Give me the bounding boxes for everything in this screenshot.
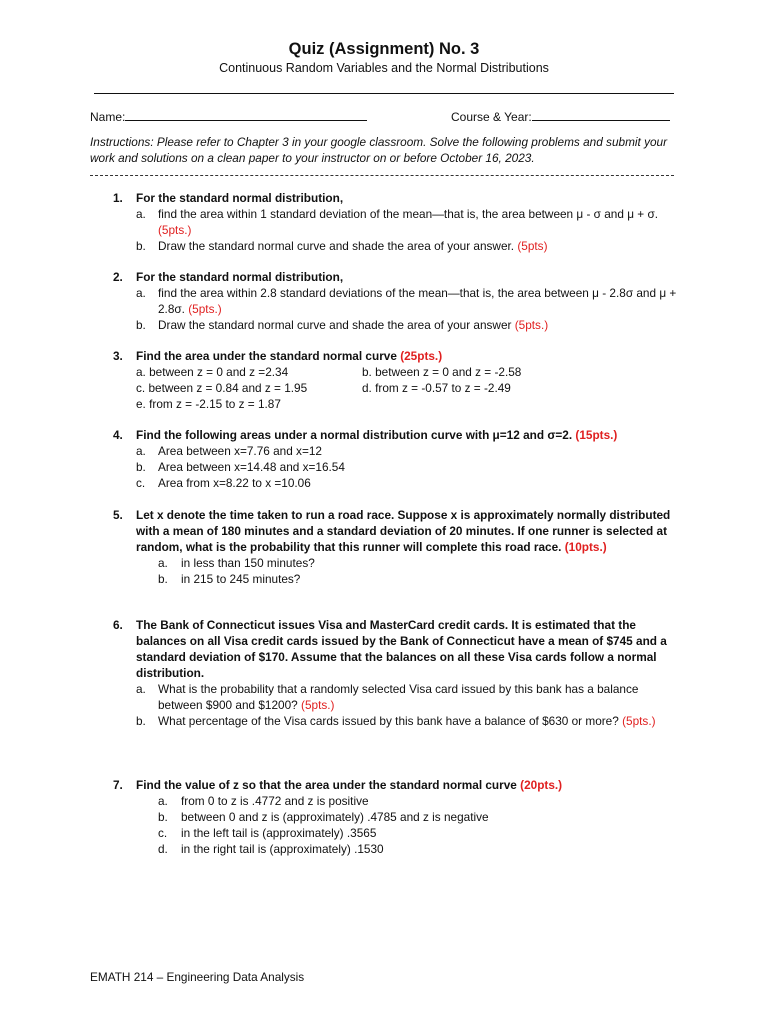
question-3 — [113, 348, 683, 412]
sub-item — [158, 841, 683, 857]
sub-item-label: a. — [136, 286, 146, 300]
sub-item — [136, 238, 683, 254]
sub-item-text: in the left tail is (approximately) .3565 — [181, 826, 377, 840]
sub-item-text: Area between x=7.76 and x=12 — [158, 444, 322, 458]
question-text: Find the area under the standard normal curve — [136, 349, 397, 363]
page-subtitle: Continuous Random Variables and the Normal Distributions — [219, 61, 549, 75]
question-text: Let x denote the time taken to run a road race. Suppose x is approximately normally distributed with a mean of 180 minutes and a standard deviation of 20 minutes. If one runner is selected at random, what is the probability that this runner will complete this road race. — [136, 508, 671, 554]
course-year-field — [451, 109, 670, 124]
sub-item — [136, 285, 683, 317]
question-text: Find the value of z so that the area under the standard normal curve — [136, 778, 517, 792]
sub-item-label: c. — [158, 826, 168, 840]
sub-item-text: find the area within 1 standard deviation of the mean—that is, the area between μ - σ and μ + σ. — [158, 207, 658, 221]
sub-item-label: a. — [158, 794, 168, 808]
question-text: For the standard normal distribution, — [136, 191, 344, 205]
name-blank — [125, 109, 367, 121]
sub-item — [158, 571, 683, 587]
sub-item-label: a. — [136, 207, 146, 221]
sub-item — [136, 459, 683, 475]
sub-item: d. from z = -0.57 to z = -2.49 — [362, 381, 511, 395]
sub-item-text: between 0 and z is (approximately) .4785 and z is negative — [181, 810, 489, 824]
sub-item — [136, 206, 683, 238]
question-text: The Bank of Connecticut issues Visa and MasterCard credit cards. It is estimated that the balances on all Visa credit cards issued by the Bank of Connecticut have a mean of $745 and a standard deviation of $170. Assume that the balances on all these Visa cards follow a normal distribution. — [136, 618, 667, 680]
sub-item-label: d. — [158, 842, 168, 856]
sub-item-label: b. — [136, 318, 146, 332]
question-4 — [113, 427, 683, 491]
sub-item-text: from 0 to z is .4772 and z is positive — [181, 794, 369, 808]
sub-item — [136, 443, 683, 459]
points: (5pts) — [517, 239, 548, 253]
question-7 — [113, 777, 683, 857]
question-text: Find the following areas under a normal distribution curve with μ=12 and σ=2. — [136, 428, 573, 442]
sub-item — [136, 713, 683, 729]
sub-item — [136, 681, 683, 713]
page-title: Quiz (Assignment) No. 3 — [288, 40, 480, 58]
dashed-divider — [90, 175, 674, 176]
question-number: 6. — [113, 618, 123, 632]
sub-item — [158, 825, 683, 841]
points: (5pts.) — [622, 714, 656, 728]
sub-item-label: b. — [158, 810, 168, 824]
sub-item-label: b. — [136, 714, 146, 728]
answer-options — [136, 364, 683, 412]
sub-item: b. between z = 0 and z = -2.58 — [362, 365, 522, 379]
sub-item — [158, 555, 683, 571]
points: (5pts.) — [188, 302, 222, 316]
question-number: 4. — [113, 428, 123, 442]
question-2 — [113, 269, 683, 333]
question-text: For the standard normal distribution, — [136, 270, 344, 284]
sub-item-text: Draw the standard normal curve and shade the area of your answer. — [158, 239, 515, 253]
sub-item-label: b. — [136, 239, 146, 253]
sub-item-text: in less than 150 minutes? — [181, 556, 315, 570]
points: (5pts.) — [301, 698, 335, 712]
question-number: 3. — [113, 349, 123, 363]
page-footer: EMATH 214 – Engineering Data Analysis — [90, 970, 305, 984]
sub-item — [158, 809, 683, 825]
sub-item-text: What is the probability that a randomly selected Visa card issued by this bank has a balance between $900 and $1200? — [158, 682, 639, 712]
question-number: 7. — [113, 778, 123, 792]
question-number: 5. — [113, 508, 123, 522]
sub-item-text: Draw the standard normal curve and shade the area of your answer — [158, 318, 512, 332]
course-year-blank — [532, 109, 670, 121]
sub-item-label: b. — [158, 572, 168, 586]
sub-item-label: a. — [136, 682, 146, 696]
points: (15pts.) — [575, 428, 618, 442]
sub-item-text: Area from x=8.22 to x =10.06 — [158, 476, 311, 490]
points: (25pts.) — [400, 349, 443, 363]
sub-item: e. from z = -2.15 to z = 1.87 — [136, 397, 281, 411]
sub-item — [136, 317, 683, 333]
points: (10pts.) — [564, 540, 607, 554]
sub-item-text: in the right tail is (approximately) .1530 — [181, 842, 384, 856]
points: (20pts.) — [520, 778, 563, 792]
points: (5pts.) — [158, 223, 192, 237]
sub-item: a. between z = 0 and z =2.34 — [136, 365, 289, 379]
student-info-row — [90, 109, 674, 124]
question-6 — [113, 617, 683, 729]
question-1 — [113, 190, 683, 254]
question-number: 2. — [113, 270, 123, 284]
points: (5pts.) — [514, 318, 549, 332]
sub-item-text: Area between x=14.48 and x=16.54 — [158, 460, 345, 474]
course-year-label: Course & Year: — [451, 110, 532, 124]
sub-item-text: in 215 to 245 minutes? — [181, 572, 301, 586]
sub-item-text: What percentage of the Visa cards issued by this bank have a balance of $630 or more? — [158, 714, 619, 728]
name-label: Name: — [90, 110, 126, 124]
sub-item-label: b. — [136, 460, 146, 474]
sub-item-text: find the area within 2.8 standard deviations of the mean—that is, the area between μ - 2.8σ and μ + 2.8σ. — [158, 286, 677, 316]
sub-item-label: c. — [136, 476, 146, 490]
sub-item — [158, 793, 683, 809]
question-number: 1. — [113, 191, 123, 205]
title-underline — [94, 93, 674, 94]
question-5 — [113, 507, 683, 587]
sub-item — [136, 475, 683, 491]
instructions: Instructions: Please refer to Chapter 3 in your google classroom. Solve the following problems and submit your work and solutions on a clean paper to your instructor on or before October 16, 2023. — [90, 135, 668, 165]
sub-item-label: a. — [136, 444, 146, 458]
sub-item: c. between z = 0.84 and z = 1.95 — [136, 381, 308, 395]
sub-item-label: a. — [158, 556, 168, 570]
